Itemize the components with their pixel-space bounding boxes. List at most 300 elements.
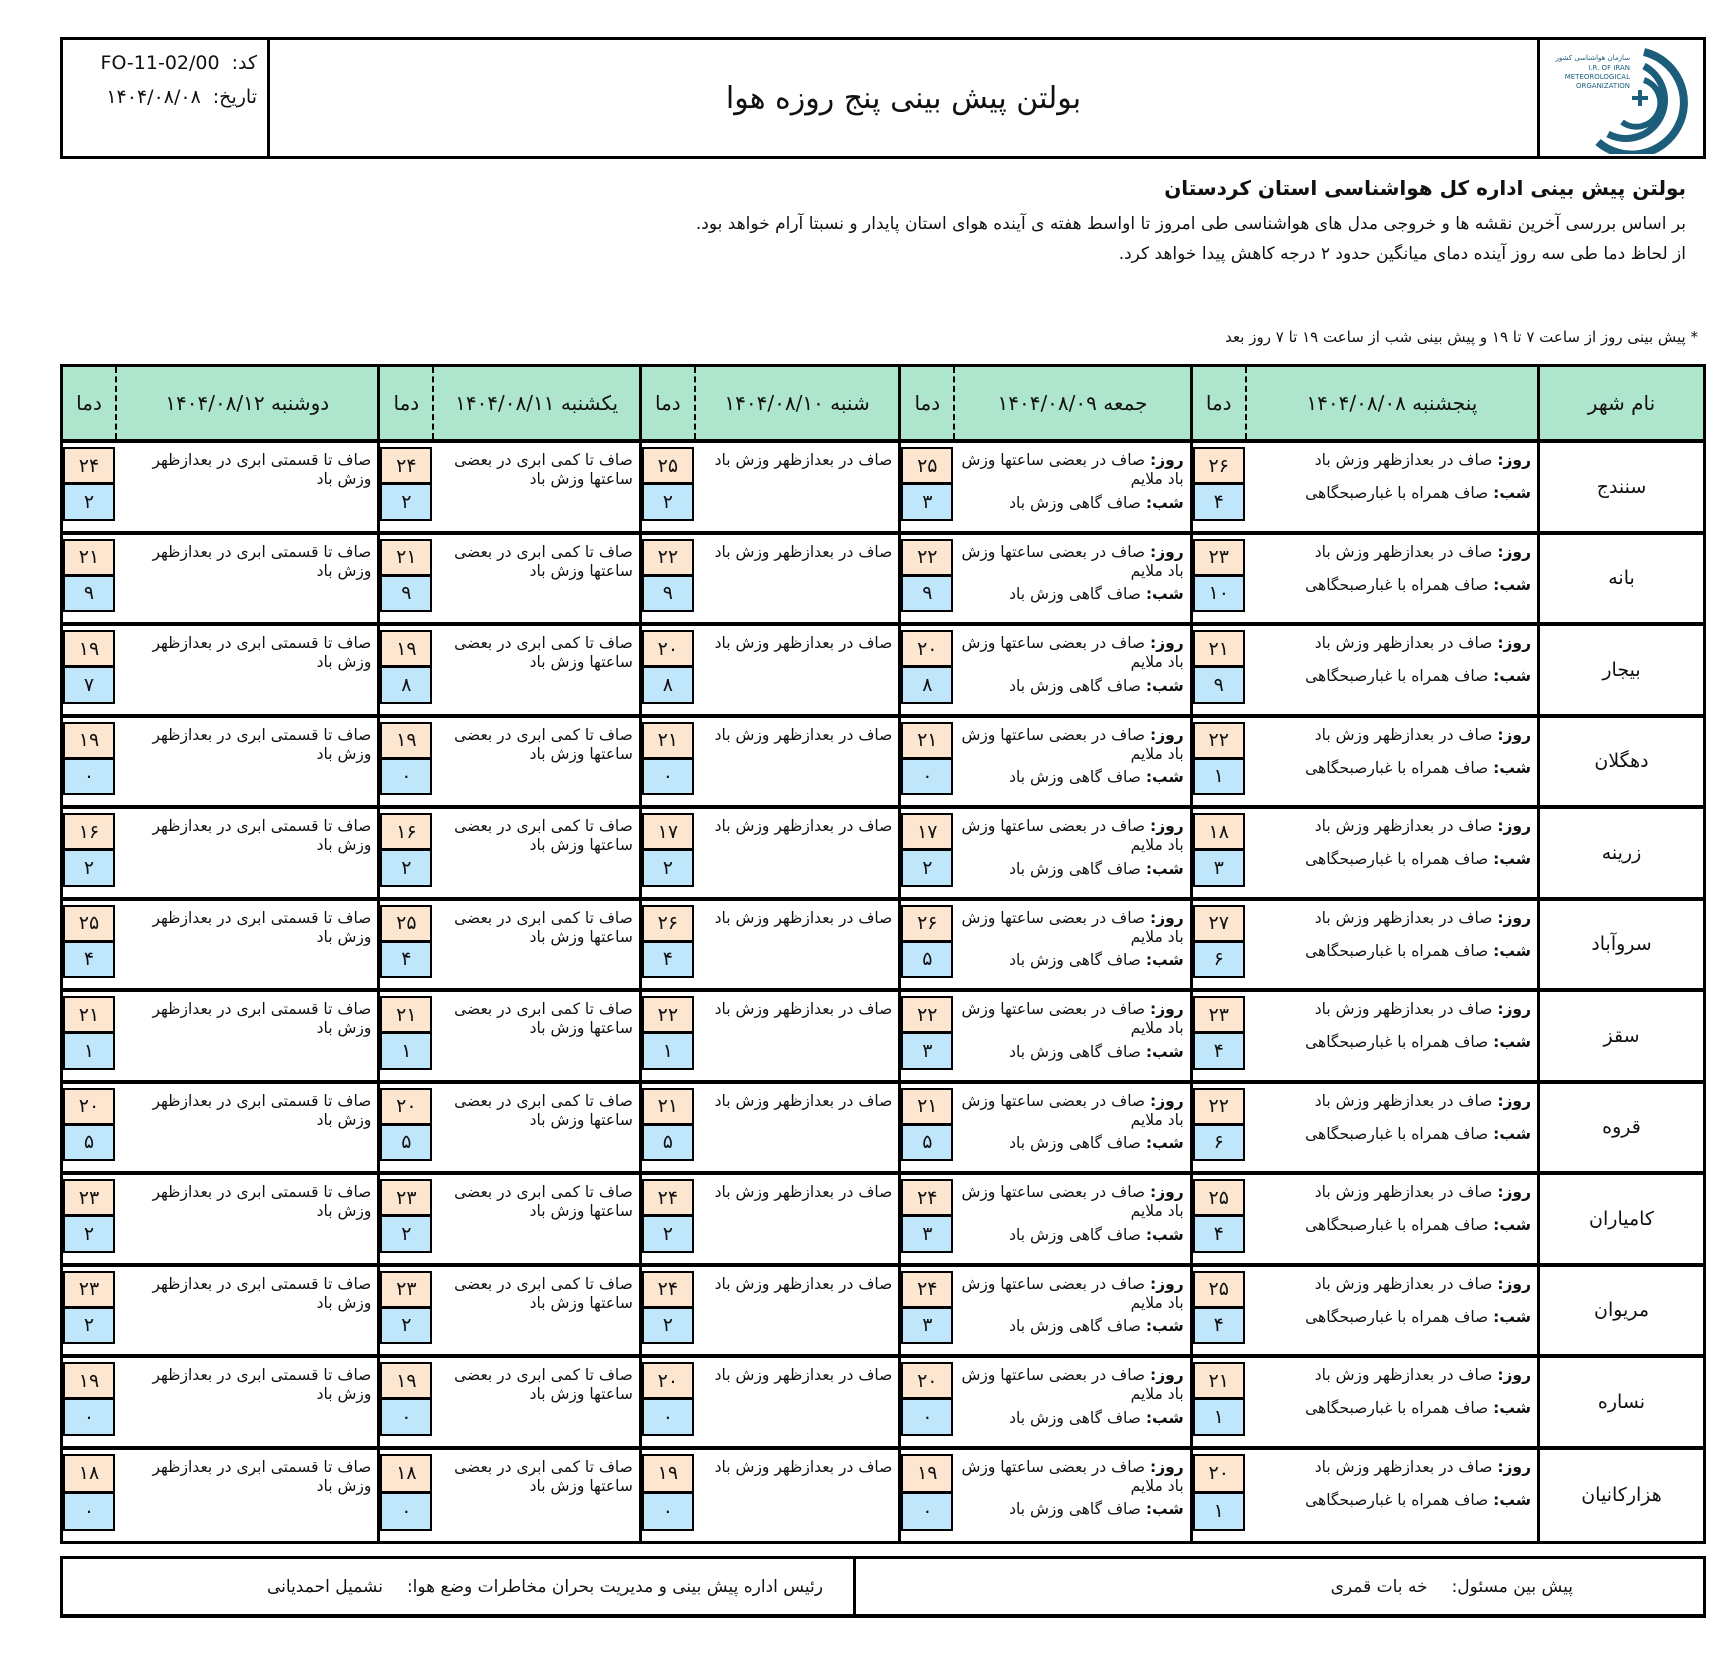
day-forecast <box>1251 634 1531 653</box>
forecast-description <box>953 443 1189 531</box>
night-forecast-text: صاف گاهی وزش باد <box>1009 585 1141 604</box>
max-temperature: ۲۳ <box>63 1271 115 1309</box>
day-cell <box>1190 535 1537 623</box>
temperature-cell <box>1193 1175 1245 1263</box>
min-temperature: ۴ <box>1193 485 1245 520</box>
min-temperature: ۲ <box>380 851 432 886</box>
day-cell <box>1190 809 1537 897</box>
forecast-description <box>953 809 1189 897</box>
day-cell <box>898 1450 1189 1542</box>
night-forecast <box>959 677 1183 696</box>
night-label: شب: <box>1493 850 1531 869</box>
intro-paragraph-1: بر اساس بررسی آخرین نقشه ها و خروجی مدل های هواشناسی طی امروز تا اواسط هفته ی آینده هوای استان پایدار و نسبتا آرام خواهد بود. <box>695 214 1686 234</box>
min-temperature: ۰ <box>380 760 432 795</box>
min-temperature: ۳ <box>901 1217 953 1252</box>
night-label: شب: <box>1493 1216 1531 1235</box>
min-temperature: ۰ <box>63 760 115 795</box>
max-temperature: ۱۹ <box>63 630 115 668</box>
forecast-text: صاف تا کمی ابری در بعضی ساعتها وزش باد <box>454 1091 633 1129</box>
night-forecast-text: صاف گاهی وزش باد <box>1009 1500 1141 1519</box>
min-temperature: ۲ <box>642 851 694 886</box>
temperature-cell <box>901 535 953 623</box>
forecast-description <box>1245 535 1537 623</box>
temperature-cell <box>1193 718 1245 806</box>
forecast-text: صاف در بعدازظهر وزش باد <box>714 1457 893 1476</box>
night-forecast <box>1251 1308 1531 1327</box>
day-cell <box>639 992 898 1080</box>
day-cell <box>377 1084 638 1172</box>
day-forecast <box>1251 451 1531 470</box>
min-temperature: ۲ <box>380 1217 432 1252</box>
min-temperature: ۰ <box>642 1494 694 1531</box>
night-forecast-text: صاف همراه با غبارصبحگاهی <box>1305 1216 1489 1235</box>
city-name: هزارکانیان <box>1537 1450 1703 1542</box>
night-label: شب: <box>1145 1225 1184 1244</box>
night-forecast <box>1251 759 1531 778</box>
forecast-text: صاف در بعدازظهر وزش باد <box>714 817 893 835</box>
table-row <box>63 1450 1703 1542</box>
day-forecast <box>959 1183 1183 1222</box>
forecast-description <box>1245 718 1537 806</box>
min-temperature: ۱ <box>1193 1400 1245 1435</box>
temperature-cell <box>380 1084 432 1172</box>
max-temperature: ۲۱ <box>380 996 432 1034</box>
min-temperature: ۳ <box>1193 851 1245 886</box>
min-temperature: ۴ <box>63 943 115 978</box>
day-cell <box>639 1450 898 1542</box>
max-temperature: ۲۱ <box>901 1088 953 1126</box>
forecast-text: صاف در بعدازظهر وزش باد <box>714 1366 893 1384</box>
date-label: تاریخ: <box>212 86 257 108</box>
min-temperature: ۵ <box>63 1126 115 1161</box>
temp-header: دما <box>393 391 420 415</box>
min-temperature: ۹ <box>63 577 115 612</box>
night-label: شب: <box>1493 484 1531 503</box>
forecast-description <box>694 718 898 806</box>
day-cell <box>1190 718 1537 806</box>
forecast-description <box>953 1450 1189 1542</box>
day-cell <box>377 1450 638 1542</box>
temperature-cell <box>63 809 115 897</box>
min-temperature: ۵ <box>642 1126 694 1161</box>
day-forecast <box>959 1458 1183 1497</box>
day-cell <box>1190 1358 1537 1446</box>
city-name: دهگلان <box>1537 718 1703 806</box>
forecast-text: صاف تا قسمتی ابری در بعدازظهر وزش باد <box>152 1091 372 1129</box>
temperature-cell <box>380 992 432 1080</box>
forecast-description <box>694 1267 898 1355</box>
temperature-cell <box>901 992 953 1080</box>
day-label: روز: <box>1150 1457 1184 1476</box>
max-temperature: ۲۵ <box>1193 1179 1245 1217</box>
max-temperature: ۲۱ <box>1193 1362 1245 1400</box>
table-row <box>63 535 1703 627</box>
day-cell <box>1190 1267 1537 1355</box>
max-temperature: ۱۶ <box>380 813 432 851</box>
max-temperature: ۲۱ <box>642 1088 694 1126</box>
forecast-description <box>1245 626 1537 714</box>
forecast-description <box>432 901 638 989</box>
night-label: شب: <box>1493 941 1531 960</box>
table-row <box>63 1084 1703 1176</box>
day-forecast <box>1251 726 1531 745</box>
night-forecast-text: صاف گاهی وزش باد <box>1009 1317 1141 1336</box>
min-temperature: ۷ <box>63 668 115 703</box>
day-forecast-text: صاف در بعضی ساعتها وزش باد ملایم <box>961 1183 1184 1221</box>
forecast-description <box>694 1175 898 1263</box>
day-cell <box>898 718 1189 806</box>
min-temperature: ۲ <box>380 1309 432 1344</box>
day-label: روز: <box>1497 1274 1531 1293</box>
day-cell <box>898 992 1189 1080</box>
min-temperature: ۲ <box>901 851 953 886</box>
night-forecast <box>959 1409 1183 1428</box>
day-header <box>377 367 638 439</box>
max-temperature: ۲۳ <box>380 1271 432 1309</box>
temperature-cell <box>380 1267 432 1355</box>
forecast-description <box>1245 443 1537 531</box>
min-temperature: ۴ <box>380 943 432 978</box>
temperature-cell <box>642 1084 694 1172</box>
forecast-description <box>115 443 377 531</box>
day-header <box>639 367 898 439</box>
forecast-description <box>1245 1084 1537 1172</box>
forecast-description <box>953 1358 1189 1446</box>
temperature-cell <box>642 1175 694 1263</box>
day-label: شنبه ۱۴۰۴/۰۸/۱۰ <box>694 367 898 439</box>
forecast-description <box>953 626 1189 714</box>
night-label: شب: <box>1493 1307 1531 1326</box>
night-label: شب: <box>1145 1408 1184 1427</box>
day-forecast <box>1251 1183 1531 1202</box>
night-forecast-text: صاف گاهی وزش باد <box>1009 1134 1141 1153</box>
day-forecast-text: صاف در بعضی ساعتها وزش باد ملایم <box>961 908 1184 946</box>
day-forecast-text: صاف در بعدازظهر وزش باد <box>1314 1457 1493 1476</box>
code-label: کد: <box>231 52 257 74</box>
forecast-description <box>694 443 898 531</box>
day-forecast <box>1251 1275 1531 1294</box>
day-cell <box>377 1175 638 1263</box>
night-forecast <box>1251 667 1531 686</box>
temperature-cell <box>1193 1358 1245 1446</box>
temperature-cell <box>1193 626 1245 714</box>
max-temperature: ۲۳ <box>1193 539 1245 577</box>
max-temperature: ۲۰ <box>901 1362 953 1400</box>
table-row <box>63 901 1703 993</box>
forecast-text: صاف تا قسمتی ابری در بعدازظهر وزش باد <box>152 725 372 763</box>
min-temperature: ۲ <box>642 1309 694 1344</box>
day-forecast-text: صاف در بعضی ساعتها وزش باد ملایم <box>961 1274 1184 1312</box>
forecast-description <box>953 1084 1189 1172</box>
day-cell <box>639 443 898 531</box>
day-cell <box>63 1358 377 1446</box>
day-forecast-text: صاف در بعضی ساعتها وزش باد ملایم <box>961 634 1184 672</box>
forecast-description <box>694 901 898 989</box>
forecast-description <box>694 1084 898 1172</box>
day-label: روز: <box>1497 1366 1531 1384</box>
day-label: پنجشنبه ۱۴۰۴/۰۸/۰۸ <box>1245 367 1537 439</box>
day-cell <box>63 1450 377 1542</box>
forecast-description <box>694 626 898 714</box>
forecast-description <box>953 1267 1189 1355</box>
forecast-description <box>115 992 377 1080</box>
min-temperature: ۴ <box>642 943 694 978</box>
temperature-cell <box>63 1084 115 1172</box>
intro-paragraph-2: از لحاظ دما طی سه روز آینده دمای میانگین حدود ۲ درجه کاهش پیدا خواهد کرد. <box>1118 244 1686 264</box>
day-cell <box>377 535 638 623</box>
temperature-cell <box>642 626 694 714</box>
day-label: روز: <box>1150 817 1184 835</box>
day-label: روز: <box>1150 1091 1184 1110</box>
min-temperature: ۰ <box>901 1494 953 1531</box>
max-temperature: ۱۹ <box>642 1454 694 1494</box>
day-cell <box>898 626 1189 714</box>
min-temperature: ۱ <box>1193 1494 1245 1531</box>
day-cell <box>639 718 898 806</box>
day-cell <box>898 1267 1189 1355</box>
temperature-cell <box>901 443 953 531</box>
day-cell <box>63 626 377 714</box>
temperature-cell <box>1193 1267 1245 1355</box>
forecast-description <box>953 1175 1189 1263</box>
max-temperature: ۲۷ <box>1193 905 1245 943</box>
forecast-text: صاف تا کمی ابری در بعضی ساعتها وزش باد <box>454 1457 633 1495</box>
day-label: روز: <box>1497 1457 1531 1476</box>
forecast-text: صاف تا کمی ابری در بعضی ساعتها وزش باد <box>454 908 633 946</box>
day-forecast <box>1251 1092 1531 1111</box>
night-forecast <box>1251 1216 1531 1235</box>
max-temperature: ۲۵ <box>380 905 432 943</box>
min-temperature: ۳ <box>901 485 953 520</box>
forecast-description <box>694 992 898 1080</box>
forecast-description <box>432 443 638 531</box>
day-label: روز: <box>1150 725 1184 744</box>
temperature-cell <box>63 443 115 531</box>
day-label: روز: <box>1497 451 1531 469</box>
day-forecast <box>1251 1000 1531 1019</box>
forecast-description <box>694 1358 898 1446</box>
day-label: روز: <box>1150 1183 1184 1201</box>
temperature-cell <box>1193 443 1245 531</box>
night-label: شب: <box>1145 493 1184 512</box>
min-temperature: ۱ <box>642 1034 694 1069</box>
bulletin-heading: بولتن پیش بینی اداره کل هواشناسی استان کردستان <box>1164 176 1686 200</box>
max-temperature: ۲۳ <box>380 1179 432 1217</box>
temperature-cell <box>1193 809 1245 897</box>
temperature-cell <box>642 809 694 897</box>
day-cell <box>377 626 638 714</box>
temperature-cell <box>901 1175 953 1263</box>
temperature-cell <box>63 1267 115 1355</box>
night-label: شب: <box>1493 667 1531 686</box>
day-cell <box>639 809 898 897</box>
max-temperature: ۱۷ <box>901 813 953 851</box>
max-temperature: ۲۰ <box>642 630 694 668</box>
forecast-description <box>432 535 638 623</box>
max-temperature: ۱۷ <box>642 813 694 851</box>
night-label: شب: <box>1145 1042 1184 1061</box>
day-header <box>63 367 377 439</box>
city-name: نساره <box>1537 1358 1703 1446</box>
forecast-description <box>115 1175 377 1263</box>
temperature-cell <box>380 1175 432 1263</box>
max-temperature: ۱۶ <box>63 813 115 851</box>
department-head-section <box>63 1559 853 1614</box>
day-cell <box>1190 1450 1537 1542</box>
night-forecast-text: صاف همراه با غبارصبحگاهی <box>1305 667 1489 686</box>
day-cell <box>898 1358 1189 1446</box>
forecast-description <box>115 1267 377 1355</box>
day-forecast-text: صاف در بعدازظهر وزش باد <box>1314 725 1493 744</box>
min-temperature: ۸ <box>380 668 432 703</box>
forecast-description <box>432 809 638 897</box>
temperature-cell <box>380 809 432 897</box>
min-temperature: ۹ <box>380 577 432 612</box>
department-head-name: نشمیل احمدیانی <box>267 1576 383 1597</box>
forecast-description <box>1245 1358 1537 1446</box>
day-forecast-text: صاف در بعدازظهر وزش باد <box>1314 634 1493 652</box>
day-forecast-text: صاف در بعدازظهر وزش باد <box>1314 542 1493 561</box>
forecast-table <box>60 364 1706 1544</box>
min-temperature: ۵ <box>901 943 953 978</box>
max-temperature: ۲۵ <box>901 447 953 485</box>
forecast-text: صاف تا کمی ابری در بعضی ساعتها وزش باد <box>454 1366 633 1404</box>
document-meta <box>63 40 270 156</box>
temperature-cell <box>901 809 953 897</box>
day-forecast <box>1251 543 1531 562</box>
night-forecast-text: صاف گاهی وزش باد <box>1009 951 1141 970</box>
max-temperature: ۲۴ <box>642 1179 694 1217</box>
day-forecast <box>959 1275 1183 1314</box>
city-name: کامیاران <box>1537 1175 1703 1263</box>
max-temperature: ۱۸ <box>1193 813 1245 851</box>
temperature-cell <box>642 992 694 1080</box>
night-forecast-text: صاف گاهی وزش باد <box>1009 676 1141 695</box>
day-forecast <box>959 543 1183 582</box>
night-label: شب: <box>1145 1317 1184 1336</box>
night-forecast-text: صاف گاهی وزش باد <box>1009 1042 1141 1061</box>
forecast-description <box>432 1175 638 1263</box>
temp-header: دما <box>1205 391 1232 415</box>
temperature-cell <box>63 1358 115 1446</box>
night-label: شب: <box>1493 575 1531 594</box>
day-forecast-text: صاف در بعضی ساعتها وزش باد ملایم <box>961 542 1184 580</box>
forecast-text: صاف تا قسمتی ابری در بعدازظهر وزش باد <box>152 634 372 672</box>
min-temperature: ۹ <box>642 577 694 612</box>
max-temperature: ۲۶ <box>642 905 694 943</box>
spiral-logo-icon <box>1552 42 1692 154</box>
max-temperature: ۲۰ <box>1193 1454 1245 1494</box>
table-row <box>63 718 1703 810</box>
day-cell <box>377 809 638 897</box>
day-label: یکشنبه ۱۴۰۴/۰۸/۱۱ <box>432 367 638 439</box>
day-forecast-text: صاف در بعضی ساعتها وزش باد ملایم <box>961 1457 1184 1495</box>
night-label: شب: <box>1493 1124 1531 1143</box>
day-cell <box>898 1175 1189 1263</box>
min-temperature: ۱ <box>63 1034 115 1069</box>
day-forecast <box>1251 817 1531 836</box>
night-forecast-text: صاف همراه با غبارصبحگاهی <box>1305 575 1489 594</box>
night-label: شب: <box>1493 1033 1531 1052</box>
day-cell <box>377 992 638 1080</box>
temperature-cell <box>642 1267 694 1355</box>
table-body <box>63 443 1703 1541</box>
forecast-description <box>432 626 638 714</box>
max-temperature: ۲۰ <box>642 1362 694 1400</box>
max-temperature: ۱۹ <box>901 1454 953 1494</box>
forecast-text: صاف تا کمی ابری در بعضی ساعتها وزش باد <box>454 634 633 672</box>
day-cell <box>377 1358 638 1446</box>
day-cell <box>639 1267 898 1355</box>
code-value: FO-11-02/00 <box>100 52 220 74</box>
min-temperature: ۶ <box>1193 943 1245 978</box>
day-label: روز: <box>1150 451 1184 469</box>
min-temperature: ۰ <box>63 1494 115 1531</box>
logo-line1: I.R. OF IRAN <box>1587 64 1630 72</box>
min-temperature: ۹ <box>1193 668 1245 703</box>
night-forecast-text: صاف همراه با غبارصبحگاهی <box>1305 1033 1489 1052</box>
date-value: ۱۴۰۴/۰۸/۰۸ <box>106 86 201 108</box>
forecast-description <box>1245 1267 1537 1355</box>
forecast-description <box>953 901 1189 989</box>
max-temperature: ۱۹ <box>380 630 432 668</box>
day-cell <box>639 1084 898 1172</box>
day-label: دوشنبه ۱۴۰۴/۰۸/۱۲ <box>115 367 377 439</box>
max-temperature: ۱۹ <box>63 1362 115 1400</box>
day-forecast <box>959 1366 1183 1405</box>
night-forecast <box>959 860 1183 879</box>
min-temperature: ۰ <box>901 760 953 795</box>
night-forecast <box>959 1317 1183 1336</box>
day-cell <box>63 1084 377 1172</box>
temperature-cell <box>901 901 953 989</box>
min-temperature: ۸ <box>642 668 694 703</box>
day-forecast <box>959 1000 1183 1039</box>
night-label: شب: <box>1493 1399 1531 1418</box>
temperature-cell <box>901 1450 953 1542</box>
min-temperature: ۰ <box>380 1400 432 1435</box>
max-temperature: ۲۱ <box>63 996 115 1034</box>
temperature-cell <box>1193 1450 1245 1542</box>
forecast-description <box>953 535 1189 623</box>
min-temperature: ۲ <box>642 1217 694 1252</box>
forecast-text: صاف در بعدازظهر وزش باد <box>714 451 893 469</box>
forecast-time-note: * پیش بینی روز از ساعت ۷ تا ۱۹ و پیش بینی شب از ساعت ۱۹ تا ۷ روز بعد <box>1225 328 1698 346</box>
forecaster-section <box>853 1559 1703 1614</box>
forecast-text: صاف تا کمی ابری در بعضی ساعتها وزش باد <box>454 1274 633 1312</box>
max-temperature: ۱۹ <box>380 722 432 760</box>
temperature-cell <box>901 626 953 714</box>
forecast-text: صاف تا قسمتی ابری در بعدازظهر وزش باد <box>152 908 372 946</box>
temperature-cell <box>901 718 953 806</box>
day-forecast <box>959 634 1183 673</box>
day-cell <box>63 1175 377 1263</box>
min-temperature: ۲ <box>63 851 115 886</box>
min-temperature: ۰ <box>63 1400 115 1435</box>
day-forecast <box>959 451 1183 490</box>
max-temperature: ۲۰ <box>63 1088 115 1126</box>
night-forecast <box>1251 850 1531 869</box>
temperature-cell <box>901 1084 953 1172</box>
day-cell <box>377 1267 638 1355</box>
table-row <box>63 1175 1703 1267</box>
table-row <box>63 809 1703 901</box>
signature-footer <box>60 1556 1706 1618</box>
forecast-description <box>694 809 898 897</box>
day-forecast <box>959 726 1183 765</box>
max-temperature: ۲۰ <box>901 630 953 668</box>
day-cell <box>63 901 377 989</box>
